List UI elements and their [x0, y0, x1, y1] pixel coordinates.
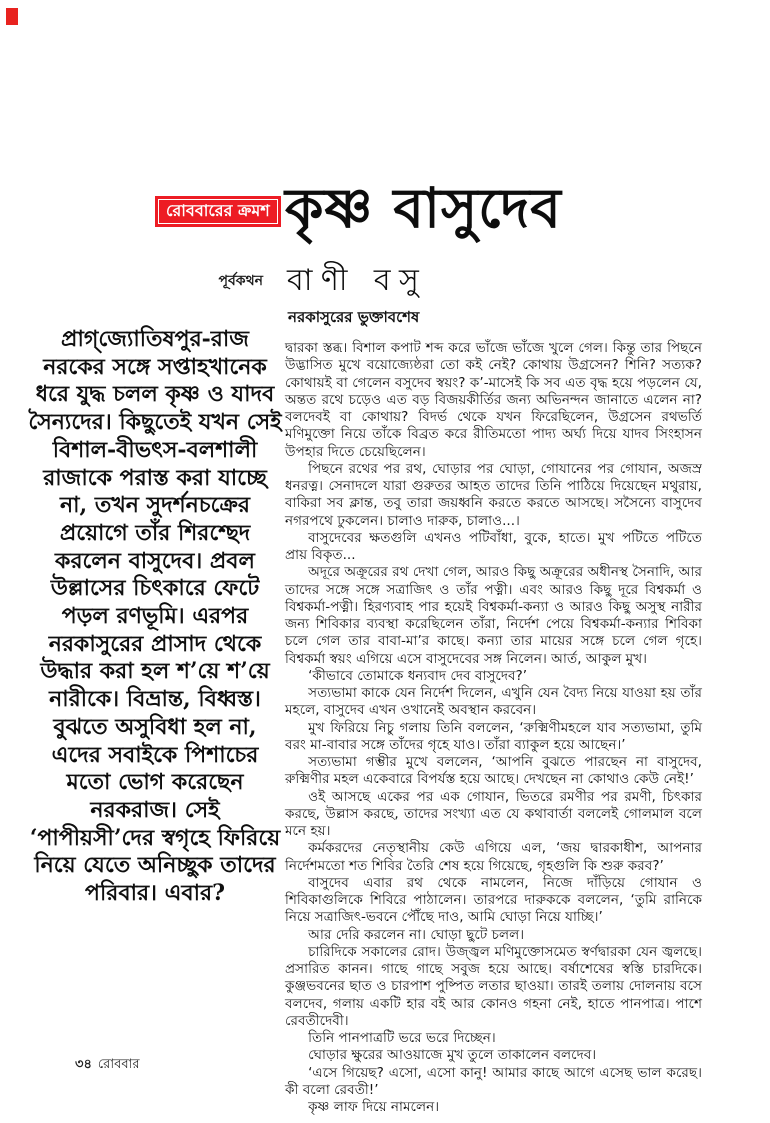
- body-paragraph: ‘কীভাবে তোমাকে ধন্যবাদ দেব বাসুদেব?’: [308, 667, 528, 684]
- body-paragraph: অদূরে অক্রূরের রথ দেখা গেল, আরও কিছু অক্রূরের অধীনস্থ সৈনাদি, আর তাদের সঙ্গে সঙ্গে সত্রাজিৎ ও তাঁর পত্নী। এবং আরও কিছু দূরে বিশ্বকর্মা ও বিশ্বকর্মা-পত্নী। হিরণ্যবাহ পার হয়েই বিশ্বকর্মা-কন্যা ও আরও কিছু অসুস্থ নারীর জন্য শিবিকার ব্যবস্থা করেছিলেন তাঁরা, নির্দেশ পেয়ে বিশ্বকর্মা-কন্যার শিবিকা চলে গেল তার বাবা-মা’র কাছে। কন্যা তার মায়ের সঙ্গে চলে গেল গৃহে। বিশ্বকর্মা স্বয়ং এগিয়ে এসে বাসুদেবের সঙ্গ নিলেন। আর্ত, আকুল মুখ।: [285, 564, 702, 667]
- body-paragraph: দ্বারকা স্তব্ধ। বিশাল কপাট শব্দ করে ভাঁজে ভাঁজে খুলে গেল। কিন্তু তার পিছনে উদ্ভাসিত মুখে বয়োজ্যেষ্ঠরা তো কই নেই? কোথায় উগ্রসেন? শিনি? সত্যক? কোথায়ই বা গেলেন বসুদেব স্বয়ং? ক’-মাসেই কি সব এত বৃদ্ধ হয়ে পড়লেন যে, অন্তত রথে চড়েও এত বড় বিজয়কীর্তির জন্য অভিনন্দন জানাতে এলেন না? বলদেবই বা কোথায়? বিদর্ভ থেকে যখন ফিরেছিলেন, উগ্রসেন রথভর্তি মণিমুক্তো নিয়ে তাঁকে বিব্রত করে রীতিমতো পাদ্য অর্ঘ্য দিয়ে যাদব সিংহাসন উপহার দিতে চেয়েছিলেন।: [285, 340, 703, 460]
- recap-intro-column: প্রাগ্‌জ্যোতিষপুর-রাজ নরকের সঙ্গে সপ্তাহখানেক ধরে যুদ্ধ চলল কৃষ্ণ ও যাদব সৈন্যদের। কিছুতেই যখন সেই বিশাল-বীভৎস-বলশালী রাজাকে পরাস্ত করা যাচ্ছে না, তখন সুদর্শনচক্রের প্রয়োগে তাঁর শিরশ্ছেদ করলেন বাসুদেব। প্রবল উল্লাসের চিৎকারে ফেটে পড়ল রণভূমি। এরপর নরকাসুরের প্রাসাদ থেকে উদ্ধার করা হল শ’য়ে শ’য়ে নারীকে। বিভ্রান্ত, বিধ্বস্ত। বুঝতে অসুবিধা হল না, এদের সবাইকে পিশাচের মতো ভোগ করেছেন নরকরাজ। সেই ‘পাপীয়সী’দের স্বগৃহে ফিরিয়ে নিয়ে যেতে অনিচ্ছুক তাদের পরিবার। এবার?: [28, 326, 282, 907]
- body-paragraph: আর দেরি করলেন না। ঘোড়া ছুটে চলল।: [308, 926, 525, 943]
- body-paragraph: কর্মকরদের নেতৃস্থানীয় কেউ এগিয়ে এল, ‘জয় দ্বারকাধীশ, আপনার নির্দেশমতো শত শিবির তৈরি শেষ হয়ে গিয়েছে, গৃহগুলি কি শুরু করব?’: [285, 840, 702, 874]
- chapter-heading: নরকাসুরের ভুক্তাবশেষ: [288, 308, 420, 326]
- body-paragraph: সত্যভামা গম্ভীর মুখে বললেন, ‘আপনি বুঝতে পারছেন না বাসুদেব, রুক্মিণীর মহল একেবারে বিপর্যস্ত হয়ে আছে। দেখছেন না কোথাও কেউ নেই!’: [285, 754, 702, 788]
- body-paragraph: ওই আসছে একের পর এক গোযান, ভিতরে রমণীর পর রমণী, চিৎকার করছে, উল্লাস করছে, তাদের সংখ্যা এত যে কথাবার্তা বললেই গোলমাল বলে মনে হয়।: [285, 788, 702, 839]
- serial-kicker-label: রোববারের ক্রমশ: [158, 199, 278, 224]
- page-number: ৩৪: [75, 1057, 92, 1072]
- article-title: কৃষ্ণ বাসুদেব: [285, 175, 562, 240]
- body-paragraph: তিনি পানপাত্রটি ভরে ভরে দিচ্ছেন।: [308, 1030, 496, 1046]
- prologue-label: পূর্বকথন: [218, 273, 263, 289]
- page-footer: [75, 1055, 139, 1076]
- serial-kicker-badge: [155, 196, 281, 227]
- author-name: বাণী বসু: [287, 263, 428, 298]
- body-paragraph: বাসুদেবের ক্ষতগুলি এখনও পটিবাঁধা, বুকে, হাতে। মুখ পটিতে পটিতে প্রায় বিকৃত...: [285, 529, 702, 563]
- body-paragraph: চারিদিকে সকালের রোদ। উজ্জ্বল মণিমুক্তোসমেত স্বর্ণদ্বারকা যেন জ্বলছে। প্রসারিত কানন। গাছে গাছে সবুজ হয়ে আছে। বর্ষাশেষের স্বস্তি চারদিকে। কুঞ্জভবনের ছাত ও চারপাশ পুষ্পিত লতার ছাওয়া। তারই তলায় দোলনায় বসে বলদেব, গলায় একটি হার বই আর কোনও গহনা নেই, হাতে পানপাত্র। পাশে রেবতীদেবী।: [285, 943, 702, 1029]
- body-paragraph: মুখ ফিরিয়ে নিচু গলায় তিনি বললেন, ‘রুক্মিণীমহলে যাব সত্যভামা, তুমি বরং মা-বাবার সঙ্গে তাঁদের গৃহে যাও। তাঁরা ব্যাকুল হয়ে আছেন।’: [285, 719, 702, 753]
- body-paragraph: পিছনে রথের পর রথ, ঘোড়ার পর ঘোড়া, গোযানের পর গোযান, অজস্র ধনরত্ন। সেনাদলে যারা গুরুতর আহত তাদের তিনি পাঠিয়ে দিয়েছেন মথুরায়, বাকিরা সব ক্লান্ত, তবু তারা জয়ধ্বনি করতে করতে আসছে। সসৈন্যে বাসুদেব নগরপথে ঢুকলেন। চালাও দারুক, চালাও...।: [285, 460, 702, 529]
- body-paragraph: সত্যভামা কাকে যেন নির্দেশ দিলেন, এখুনি যেন বৈদ্য নিয়ে যাওয়া হয় তাঁর মহলে, বাসুদেব এখন ওখানেই অবস্থান করবেন।: [285, 685, 702, 719]
- body-paragraph: কৃষ্ণ লাফ দিয়ে নামলেন।: [308, 1099, 440, 1115]
- body-paragraph: বাসুদেব এবার রথ থেকে নামলেন, নিজে দাঁড়িয়ে গোযান ও শিবিকাগুলিকে শিবিরে পাঠালেন। তারপরে দারুককে বললেন, ‘তুমি রানিকে নিয়ে সত্রাজিৎ-ভবনে পৌঁছে দাও, আমি ঘোড়া নিয়ে যাচ্ছি।’: [285, 874, 702, 926]
- article-body: [285, 340, 702, 1116]
- body-paragraph: ঘোড়ার ক্ষুরের আওয়াজে মুখ তুলে তাকালেন বলদেব।: [308, 1047, 597, 1064]
- body-paragraph: ‘এসে গিয়েছ? এসো, এসো কানু! আমার কাছে আগে এসেছ ভাল করেছ। কী বলো রেবতী!’: [285, 1064, 702, 1098]
- red-corner-print-mark: [6, 8, 18, 25]
- magazine-name: রোববার: [97, 1057, 140, 1072]
